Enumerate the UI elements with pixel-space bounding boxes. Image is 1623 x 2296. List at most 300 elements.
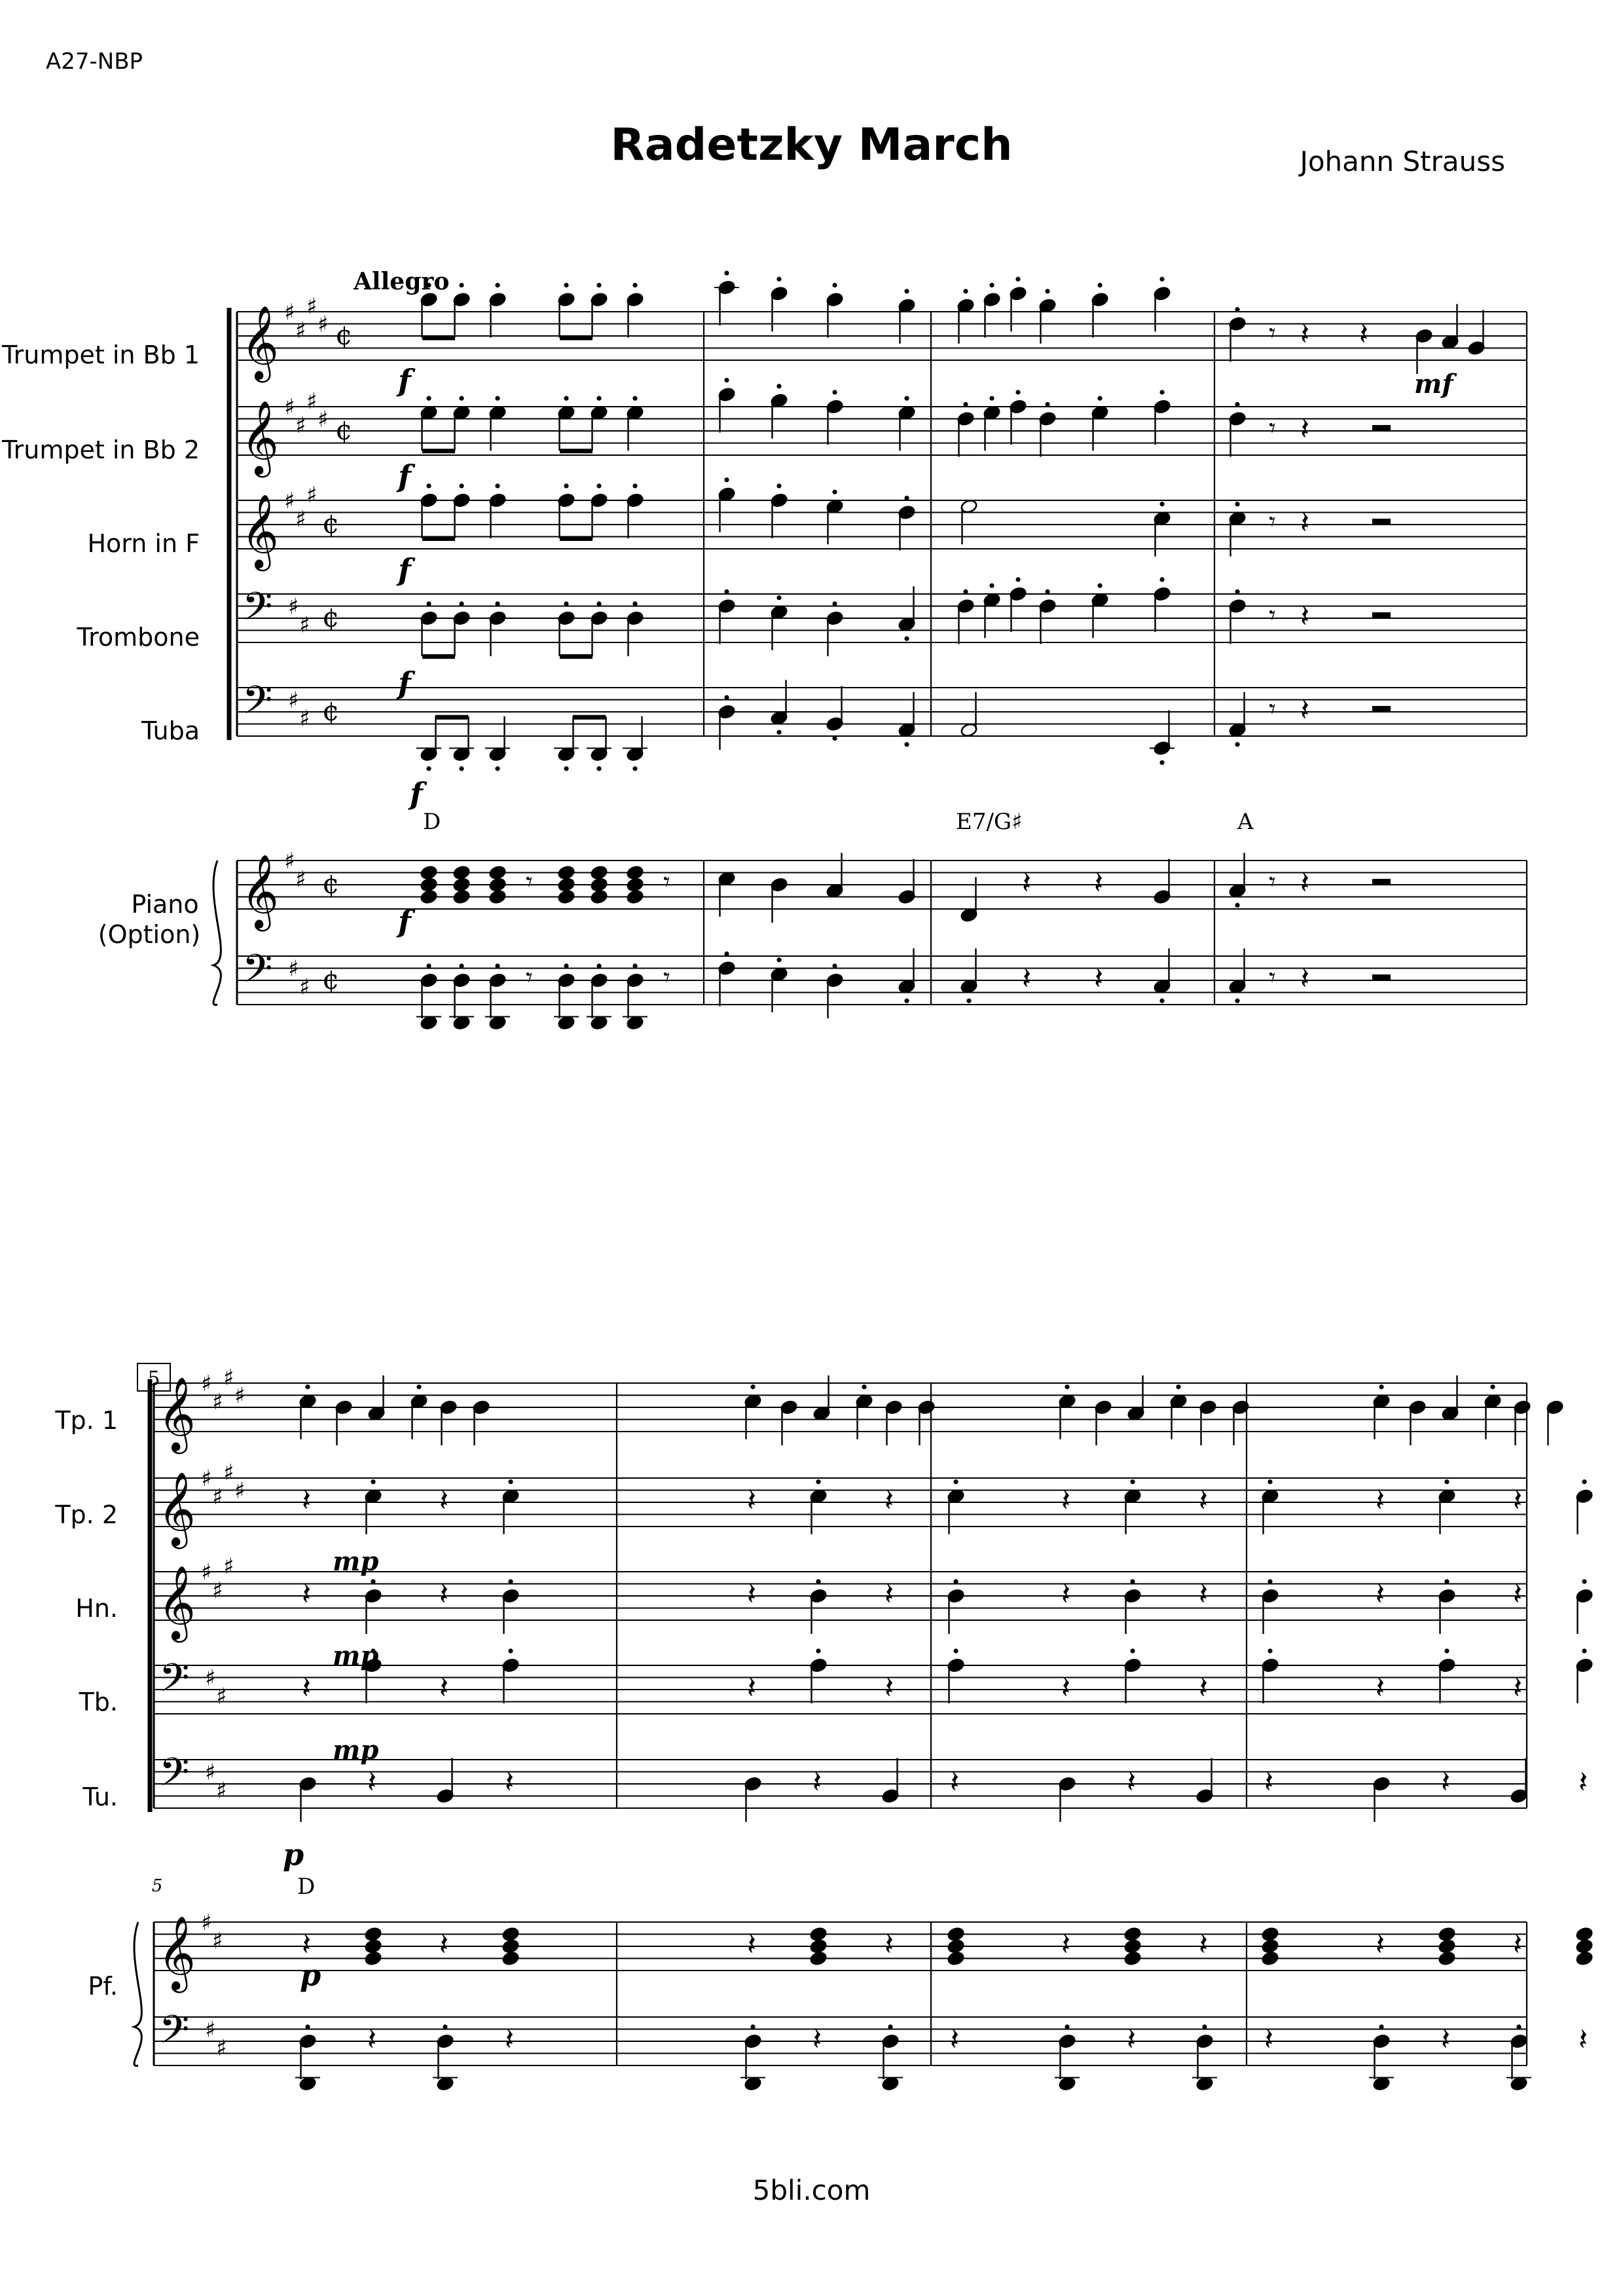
treble-clef: 𝄞: [158, 1916, 196, 1990]
notehead: [364, 1951, 382, 1966]
quarter-rest: 𝄽: [505, 1764, 515, 1800]
staccato-dot: [1379, 1384, 1383, 1389]
treble-clef: 𝄞: [158, 1377, 196, 1451]
beam: [560, 336, 593, 341]
cut-time: ¢: [322, 508, 340, 540]
dynamic-marking: mf: [1414, 369, 1453, 399]
staccato-dot: [1159, 577, 1164, 582]
quarter-rest: 𝄽: [1300, 316, 1310, 352]
notehead: [420, 889, 437, 904]
staccato-dot: [596, 283, 601, 287]
staccato-dot: [416, 1384, 421, 1389]
quarter-rest: 𝄽: [1513, 1576, 1523, 1612]
notehead: [1123, 1938, 1141, 1953]
staccato-dot: [495, 283, 500, 287]
quarter-rest: 𝄽: [302, 1483, 312, 1518]
quarter-rest: 𝄽: [1441, 1764, 1451, 1800]
notehead: [1575, 1938, 1593, 1953]
notehead: [1261, 1938, 1279, 1953]
staccato-dot: [426, 483, 431, 488]
quarter-rest: 𝄽: [884, 1927, 894, 1962]
staccato-dot: [495, 963, 500, 968]
notehead: [1123, 1951, 1141, 1966]
quarter-rest: 𝄽: [1199, 1927, 1209, 1962]
staccato-dot: [966, 999, 971, 1003]
dynamic-marking: mp: [333, 1640, 379, 1671]
quarter-rest: 𝄽: [1264, 1764, 1274, 1800]
bass-clef: 𝄢: [159, 1655, 190, 1710]
staff-label-trumpet-1: Trumpet in Bb 1: [2, 341, 200, 369]
cut-time: ¢: [335, 414, 353, 446]
key-sharp: ♯: [288, 593, 299, 620]
staccato-dot: [1097, 283, 1102, 287]
key-sharp: ♯: [234, 1382, 246, 1409]
cut-time: ¢: [322, 868, 340, 900]
staccato-dot: [564, 963, 568, 968]
staff-label-trombone: Trombone: [77, 623, 200, 652]
key-sharp: ♯: [284, 848, 295, 874]
notehead: [1575, 1927, 1593, 1942]
notehead: [501, 1927, 519, 1942]
staccato-dot: [904, 396, 909, 401]
eighth-rest: 𝄾: [1269, 963, 1276, 993]
staccato-dot: [632, 483, 637, 488]
key-sharp: ♯: [212, 1927, 223, 1954]
staccato-dot: [426, 963, 431, 968]
staccato-dot: [1130, 1479, 1135, 1484]
staccato-dot: [1235, 999, 1239, 1003]
notehead: [809, 1951, 827, 1966]
quarter-rest: 𝄽: [950, 1764, 960, 1800]
footer-site: 5bli.com: [752, 2174, 871, 2206]
staccato-dot: [1015, 577, 1020, 582]
staff-label-pf: Pf.: [88, 1972, 118, 2001]
staccato-dot: [724, 952, 729, 956]
key-sharp: ♯: [295, 412, 306, 439]
chord-symbol: A: [1237, 809, 1254, 835]
staccato-dot: [1267, 1579, 1272, 1583]
notehead: [452, 877, 470, 892]
staccato-dot: [724, 378, 729, 382]
staccato-dot: [1582, 1579, 1586, 1583]
quarter-rest: 𝄽: [1578, 1764, 1588, 1800]
staccato-dot: [953, 1579, 958, 1583]
staff-label-tu: Tu.: [82, 1783, 118, 1811]
chord-symbol: D: [423, 809, 441, 835]
staccato-dot: [750, 2024, 755, 2029]
key-sharp: ♯: [212, 1577, 223, 1604]
staccato-dot: [1582, 1648, 1586, 1653]
staccato-dot: [776, 483, 781, 488]
score-music: [134, 270, 1594, 2091]
treble-clef: 𝄞: [158, 1472, 196, 1546]
staccato-dot: [776, 730, 781, 735]
key-sharp: ♯: [299, 705, 310, 732]
chord-symbol: D: [297, 1874, 316, 1900]
dynamic-marking: p: [283, 1837, 304, 1872]
treble-clef: 𝄞: [241, 854, 279, 929]
notehead: [626, 889, 644, 904]
key-sharp: ♯: [205, 2016, 216, 2043]
piano-brace: [134, 1922, 141, 2065]
staccato-dot: [305, 2024, 310, 2029]
quarter-rest: 𝄽: [950, 2022, 960, 2057]
staccato-dot: [832, 736, 837, 741]
key-sharp: ♯: [306, 481, 318, 508]
staccato-dot: [564, 396, 568, 401]
staccato-dot: [1379, 2024, 1383, 2029]
eighth-rest: 𝄾: [1269, 867, 1276, 897]
staff-label-piano: Piano: [131, 890, 199, 919]
staccato-dot: [1159, 760, 1164, 765]
staccato-dot: [459, 283, 464, 287]
quarter-rest: 𝄽: [747, 1483, 757, 1518]
eighth-rest: 𝄾: [663, 963, 670, 993]
half-rest: [1372, 425, 1391, 431]
staccato-dot: [596, 963, 601, 968]
quarter-rest: 𝄽: [1061, 1576, 1071, 1612]
quarter-rest: 𝄽: [1300, 505, 1310, 540]
staccato-dot: [724, 695, 729, 699]
quarter-rest: 𝄽: [1513, 1483, 1523, 1518]
notehead: [420, 865, 437, 880]
staff-label-tp1: Tp. 1: [55, 1406, 118, 1435]
staccato-dot: [816, 1648, 820, 1653]
treble-clef: 𝄞: [241, 400, 279, 475]
staccato-dot: [989, 396, 994, 401]
half-rest: [1372, 519, 1391, 525]
beam: [573, 715, 606, 720]
notehead: [557, 877, 575, 892]
staccato-dot: [1015, 277, 1020, 282]
key-sharp: ♯: [201, 1910, 212, 1936]
quarter-rest: 𝄽: [1376, 1927, 1385, 1962]
key-sharp: ♯: [212, 1388, 223, 1415]
quarter-rest: 𝄽: [1376, 1670, 1385, 1705]
notehead: [364, 1938, 382, 1953]
staccato-dot: [1235, 742, 1239, 747]
notehead: [420, 877, 437, 892]
notehead: [557, 865, 575, 880]
dynamic-marking: f: [398, 665, 411, 701]
staccato-dot: [495, 483, 500, 488]
staccato-dot: [832, 963, 837, 968]
eighth-rest: 𝄾: [1269, 601, 1276, 631]
score-labels: [1, 268, 1457, 2001]
key-sharp: ♯: [216, 1683, 227, 1710]
notehead: [626, 877, 644, 892]
quarter-rest: 𝄽: [439, 1576, 449, 1612]
quarter-rest: 𝄽: [505, 2022, 515, 2057]
quarter-rest: 𝄽: [1127, 1764, 1137, 1800]
staccato-dot: [724, 589, 729, 594]
notehead: [590, 877, 608, 892]
key-sharp: ♯: [288, 955, 299, 982]
key-sharp: ♯: [318, 406, 329, 433]
staccato-dot: [305, 1384, 310, 1389]
staccato-dot: [1444, 1648, 1449, 1653]
notehead: [1575, 1951, 1593, 1966]
staccato-dot: [1235, 589, 1239, 594]
staccato-dot: [904, 289, 909, 293]
key-sharp: ♯: [295, 506, 306, 532]
staff-label-hn: Hn.: [75, 1594, 118, 1623]
staccato-dot: [904, 496, 909, 500]
beam: [560, 449, 593, 453]
staccato-dot: [564, 601, 568, 606]
score-code: A27-NBP: [46, 48, 143, 75]
quarter-rest: 𝄽: [812, 1764, 822, 1800]
staccato-dot: [564, 283, 568, 287]
staccato-dot: [953, 1648, 958, 1653]
staccato-dot: [832, 490, 837, 494]
staccato-dot: [459, 483, 464, 488]
staccato-dot: [953, 1479, 958, 1484]
eighth-rest: 𝄾: [526, 963, 533, 993]
quarter-rest: 𝄽: [1127, 2022, 1137, 2057]
staccato-dot: [632, 963, 637, 968]
staff-label-tb: Tb.: [79, 1688, 118, 1716]
quarter-rest: 𝄽: [367, 1764, 377, 1800]
key-sharp: ♯: [201, 1466, 212, 1492]
staccato-dot: [1097, 583, 1102, 588]
notehead: [452, 889, 470, 904]
key-sharp: ♯: [216, 2035, 227, 2062]
staccato-dot: [1202, 2024, 1207, 2029]
staccato-dot: [1159, 999, 1164, 1003]
key-sharp: ♯: [234, 1477, 246, 1504]
score-title: Radetzky March: [610, 119, 1013, 171]
quarter-rest: 𝄽: [884, 1483, 894, 1518]
staccato-dot: [989, 283, 994, 287]
quarter-rest: 𝄽: [1199, 1670, 1209, 1705]
staccato-dot: [1065, 1384, 1069, 1389]
notehead: [501, 1938, 519, 1953]
beam: [422, 536, 455, 541]
staff-label-horn: Horn in F: [87, 529, 200, 558]
quarter-rest: 𝄽: [1376, 1576, 1385, 1612]
quarter-rest: 𝄽: [302, 1927, 312, 1962]
staccato-dot: [816, 1479, 820, 1484]
staccato-dot: [832, 283, 837, 287]
staccato-dot: [1235, 903, 1239, 908]
staccato-dot: [1267, 1648, 1272, 1653]
cut-time: ¢: [335, 319, 353, 351]
quarter-rest: 𝄽: [1300, 865, 1310, 900]
staccato-dot: [816, 1579, 820, 1583]
staccato-dot: [776, 277, 781, 282]
beam: [560, 654, 593, 659]
notehead: [809, 1938, 827, 1953]
staccato-dot: [989, 583, 994, 588]
dynamic-marking: f: [398, 363, 411, 398]
key-sharp: ♯: [299, 974, 310, 1001]
quarter-rest: 𝄽: [1061, 1670, 1071, 1705]
quarter-rest: 𝄽: [1300, 599, 1310, 634]
quarter-rest: 𝄽: [1199, 1576, 1209, 1612]
quarter-rest: 𝄽: [1513, 1670, 1523, 1705]
staccato-dot: [1130, 1579, 1135, 1583]
staccato-dot: [1159, 277, 1164, 282]
quarter-rest: 𝄽: [812, 2022, 822, 2057]
staccato-dot: [632, 283, 637, 287]
tempo-marking: Allegro: [354, 268, 450, 295]
staccato-dot: [459, 963, 464, 968]
staccato-dot: [564, 766, 568, 771]
beam: [422, 336, 455, 341]
quarter-rest: 𝄽: [439, 1483, 449, 1518]
beam: [560, 536, 593, 541]
key-sharp: ♯: [284, 488, 295, 514]
dynamic-marking: mp: [333, 1735, 379, 1766]
quarter-rest: 𝄽: [1376, 1483, 1385, 1518]
notehead: [626, 865, 644, 880]
half-rest: [1372, 612, 1391, 618]
staccato-dot: [632, 396, 637, 401]
notehead: [947, 1951, 964, 1966]
staccato-dot: [963, 589, 968, 594]
notehead: [501, 1951, 519, 1966]
key-sharp: ♯: [205, 1759, 216, 1786]
notehead: [590, 865, 608, 880]
staff-label-piano-option: (Option): [98, 920, 201, 949]
notehead: [488, 865, 506, 880]
quarter-rest: 𝄽: [1061, 1483, 1071, 1518]
notehead: [1123, 1927, 1141, 1942]
staccato-dot: [776, 384, 781, 388]
quarter-rest: 𝄽: [1578, 2022, 1588, 2057]
key-sharp: ♯: [201, 1371, 212, 1397]
staccato-dot: [443, 2024, 447, 2029]
key-sharp: ♯: [212, 1483, 223, 1510]
staccato-dot: [1235, 502, 1239, 506]
chord-symbol: E7/G♯: [956, 809, 1023, 835]
cut-time: ¢: [322, 963, 340, 995]
notehead: [364, 1927, 382, 1942]
staccato-dot: [495, 766, 500, 771]
staccato-dot: [596, 766, 601, 771]
eighth-rest: 𝄾: [526, 867, 533, 897]
notehead: [452, 865, 470, 880]
staccato-dot: [832, 601, 837, 606]
staccato-dot: [1159, 502, 1164, 506]
staccato-dot: [904, 637, 909, 641]
staccato-dot: [564, 483, 568, 488]
staccato-dot: [1045, 289, 1049, 293]
key-sharp: ♯: [205, 1665, 216, 1692]
quarter-rest: 𝄽: [1359, 316, 1369, 352]
staccato-dot: [1065, 2024, 1069, 2029]
staccato-dot: [1045, 402, 1049, 407]
beam: [422, 654, 455, 659]
staccato-dot: [1582, 1479, 1586, 1484]
key-sharp: ♯: [284, 394, 295, 420]
dynamic-marking: f: [398, 552, 411, 587]
quarter-rest: 𝄽: [1513, 1927, 1523, 1962]
staccato-dot: [1159, 390, 1164, 394]
staccato-dot: [459, 396, 464, 401]
staccato-dot: [495, 396, 500, 401]
staccato-dot: [632, 766, 637, 771]
notehead: [1261, 1951, 1279, 1966]
quarter-rest: 𝄽: [302, 1576, 312, 1612]
staccato-dot: [371, 1579, 375, 1583]
dynamic-marking: p: [300, 1957, 321, 1993]
quarter-rest: 𝄽: [747, 1927, 757, 1962]
treble-clef: 𝄞: [241, 305, 279, 380]
bass-clef: 𝄢: [242, 946, 273, 1001]
staccato-dot: [1444, 1579, 1449, 1583]
notehead: [947, 1927, 964, 1942]
staff-label-tp2: Tp. 2: [55, 1500, 118, 1529]
staccato-dot: [426, 766, 431, 771]
staccato-dot: [508, 1479, 513, 1484]
half-rest: [1372, 879, 1391, 885]
notehead: [1261, 1927, 1279, 1942]
quarter-rest: 𝄽: [1022, 865, 1032, 900]
eighth-rest: 𝄾: [1269, 413, 1276, 443]
staff-label-tuba: Tuba: [141, 716, 200, 745]
measure-number: 5: [147, 1367, 160, 1390]
staccato-dot: [426, 396, 431, 401]
staccato-dot: [1444, 1479, 1449, 1484]
quarter-rest: 𝄽: [1199, 1483, 1209, 1518]
staccato-dot: [508, 1579, 513, 1583]
measure-number: 5: [151, 1876, 163, 1896]
key-sharp: ♯: [306, 293, 318, 320]
staccato-dot: [1130, 1648, 1135, 1653]
eighth-rest: 𝄾: [1269, 507, 1276, 537]
treble-clef: 𝄞: [241, 494, 279, 568]
bass-clef: 𝄢: [159, 1749, 190, 1804]
staccato-dot: [1267, 1479, 1272, 1484]
key-sharp: ♯: [299, 612, 310, 639]
key-sharp: ♯: [318, 311, 329, 338]
key-sharp: ♯: [223, 1364, 234, 1391]
quarter-rest: 𝄽: [439, 1670, 449, 1705]
staccato-dot: [904, 742, 909, 747]
notehead: [557, 889, 575, 904]
staccato-dot: [904, 999, 909, 1003]
staccato-dot: [1015, 390, 1020, 394]
notehead: [590, 889, 608, 904]
notehead: [947, 1938, 964, 1953]
quarter-rest: 𝄽: [747, 1670, 757, 1705]
staccato-dot: [750, 1384, 755, 1389]
staccato-dot: [1516, 2024, 1521, 2029]
dynamic-marking: f: [410, 776, 423, 811]
beam: [422, 449, 455, 453]
quarter-rest: 𝄽: [884, 1670, 894, 1705]
staccato-dot: [1235, 402, 1239, 407]
quarter-rest: 𝄽: [302, 1670, 312, 1705]
quarter-rest: 𝄽: [884, 1576, 894, 1612]
quarter-rest: 𝄽: [1300, 692, 1310, 728]
notehead: [488, 889, 506, 904]
treble-clef: 𝄞: [158, 1565, 196, 1640]
staccato-dot: [963, 402, 968, 407]
key-sharp: ♯: [306, 388, 318, 415]
beam: [435, 715, 468, 720]
staccato-dot: [963, 289, 968, 293]
staccato-dot: [1235, 307, 1239, 312]
staccato-dot: [495, 601, 500, 606]
half-rest: [1372, 974, 1391, 980]
quarter-rest: 𝄽: [1061, 1927, 1071, 1962]
staccato-dot: [1097, 396, 1102, 401]
eighth-rest: 𝄾: [1269, 694, 1276, 724]
dynamic-marking: mp: [333, 1546, 379, 1577]
